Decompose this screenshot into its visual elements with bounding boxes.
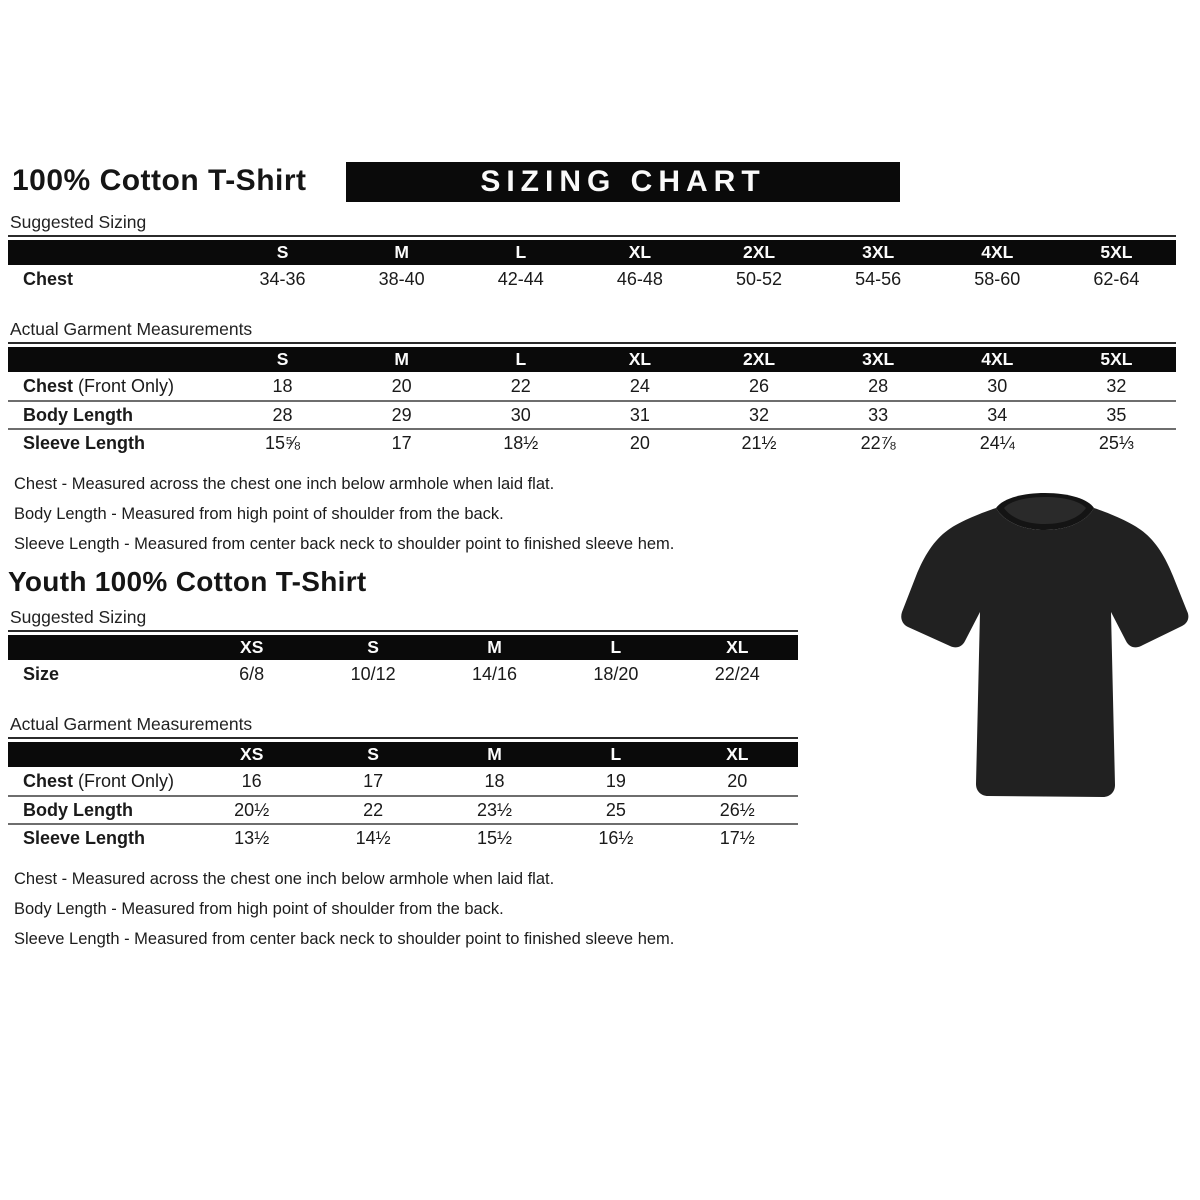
column-header-xl: XL [628, 349, 652, 369]
column-header-xs: XS [240, 744, 264, 764]
table-header-row [8, 240, 1176, 265]
row-label: Size [23, 663, 60, 684]
measurement-cell: 33 [868, 404, 889, 425]
table-row [8, 428, 1176, 456]
measurement-cell: 14/16 [471, 663, 518, 684]
youth-actual-measurements-table [8, 742, 798, 851]
youth-suggested-sizing-label: Suggested Sizing [8, 607, 798, 632]
measurement-cell: 30 [510, 404, 531, 425]
column-header-4xl: 4XL [981, 242, 1014, 262]
column-header-s: S [276, 349, 289, 369]
table-header-row [8, 742, 798, 767]
note-chest: Chest - Measured across the chest one inch below armhole when laid flat. [14, 475, 555, 493]
measurement-cell: 22 [363, 799, 384, 820]
column-header-3xl: 3XL [862, 242, 895, 262]
measurement-cell: 14½ [355, 827, 391, 848]
measurement-cell: 24¼ [979, 432, 1015, 453]
column-header-s: S [367, 637, 379, 657]
measurement-cell: 34 [987, 404, 1008, 425]
sizing-chart-banner-label: SIZING CHART [480, 165, 766, 198]
table-row [8, 660, 798, 688]
youth-page-title: Youth 100% Cotton T-Shirt [8, 566, 367, 597]
youth-suggested-sizing-table [8, 635, 798, 688]
column-header-l: L [610, 744, 622, 764]
measurement-cell: 10/12 [350, 663, 396, 684]
measurement-cell: 38-40 [378, 268, 425, 289]
measurement-cell: 42-44 [497, 268, 544, 289]
column-header-xl: XL [726, 744, 749, 764]
column-header-xs: XS [240, 637, 264, 657]
table-row [8, 400, 1176, 428]
row-label: Sleeve Length [23, 432, 146, 453]
sizing-chart-banner [346, 162, 900, 202]
column-header-m: M [487, 637, 502, 657]
column-header-2xl: 2XL [743, 349, 776, 369]
measurement-cell: 50-52 [736, 268, 783, 289]
page-title: 100% Cotton T-Shirt [12, 164, 307, 197]
row-label: Chest [23, 268, 74, 289]
column-header-5xl: 5XL [1100, 242, 1133, 262]
measurement-cell: 32 [1106, 375, 1127, 396]
adult-actual-measurements-label: Actual Garment Measurements [8, 319, 1176, 344]
measurement-cell: 18½ [503, 432, 539, 453]
measurement-cell: 15½ [476, 827, 513, 848]
note-sleeve-length: Sleeve Length - Measured from center back neck to shoulder point to finished sleeve hem. [14, 535, 675, 553]
column-header-s: S [367, 744, 379, 764]
measurement-cell: 18/20 [593, 663, 639, 684]
column-header-l: L [515, 242, 527, 262]
table-header-row [8, 347, 1176, 372]
note-sleeve-length: Sleeve Length - Measured from center back neck to shoulder point to finished sleeve hem. [14, 930, 675, 948]
measurement-cell: 17 [391, 432, 412, 453]
measurement-cell: 20 [629, 432, 650, 453]
table-row [8, 767, 798, 795]
measurement-cell: 17½ [719, 827, 755, 848]
table-row [8, 795, 798, 823]
measurement-cell: 17 [363, 770, 384, 791]
tshirt-product-image [898, 486, 1192, 806]
measurement-cell: 15⅝ [265, 432, 301, 453]
measurement-cell: 16 [241, 770, 262, 791]
measurement-cell: 18 [272, 375, 293, 396]
measurement-cell: 21½ [741, 432, 777, 453]
measurement-cell: 34-36 [259, 268, 306, 289]
measurement-cell: 29 [391, 404, 412, 425]
measurement-cell: 35 [1106, 404, 1127, 425]
measurement-cell: 28 [272, 404, 293, 425]
row-label: Sleeve Length [23, 827, 146, 848]
row-label: Chest (Front Only) [23, 375, 175, 396]
row-label: Body Length [23, 404, 133, 425]
column-header-m: M [487, 744, 502, 764]
measurement-cell: 30 [987, 375, 1008, 396]
measurement-cell: 22⅞ [860, 432, 896, 453]
column-header-2xl: 2XL [743, 242, 776, 262]
column-header-l: L [610, 637, 622, 657]
measurement-cell: 20 [727, 770, 748, 791]
column-header-3xl: 3XL [862, 349, 895, 369]
measurement-cell: 19 [605, 770, 626, 791]
adult-suggested-sizing-table [8, 240, 1176, 293]
measurement-cell: 22/24 [714, 663, 760, 684]
measurement-cell: 24 [629, 375, 650, 396]
measurement-cell: 25⅓ [1098, 432, 1134, 453]
adult-actual-measurements-table [8, 347, 1176, 456]
table-row [8, 823, 798, 851]
tshirt-body-shape [901, 508, 1188, 797]
measurement-cell: 58-60 [974, 268, 1021, 289]
measurement-cell: 18 [484, 770, 505, 791]
column-header-5xl: 5XL [1100, 349, 1133, 369]
adult-suggested-sizing-label: Suggested Sizing [8, 212, 1176, 237]
measurement-cell: 6/8 [239, 663, 265, 684]
column-header-m: M [394, 242, 409, 262]
column-header-s: S [276, 242, 289, 262]
note-body-length: Body Length - Measured from high point of shoulder from the back. [14, 505, 504, 523]
youth-actual-measurements-label: Actual Garment Measurements [8, 714, 798, 739]
black-tshirt-graphic [898, 486, 1192, 806]
note-chest: Chest - Measured across the chest one inch below armhole when laid flat. [14, 870, 555, 888]
table-header-row [8, 635, 798, 660]
column-header-l: L [515, 349, 527, 369]
row-label: Chest (Front Only) [23, 770, 175, 791]
measurement-cell: 25 [605, 799, 626, 820]
measurement-cell: 46-48 [616, 268, 663, 289]
measurement-cell: 20 [391, 375, 412, 396]
note-body-length: Body Length - Measured from high point of shoulder from the back. [14, 900, 504, 918]
measurement-cell: 31 [629, 404, 650, 425]
column-header-4xl: 4XL [981, 349, 1014, 369]
header-row [8, 162, 1176, 202]
row-label: Body Length [23, 799, 133, 820]
youth-measurement-notes [8, 864, 1176, 954]
measurement-cell: 26 [749, 375, 770, 396]
measurement-cell: 32 [749, 404, 770, 425]
measurement-cell: 16½ [598, 827, 634, 848]
measurement-cell: 28 [868, 375, 889, 396]
measurement-cell: 13½ [234, 827, 270, 848]
column-header-m: M [394, 349, 409, 369]
measurement-cell: 22 [510, 375, 531, 396]
table-row [8, 372, 1176, 400]
measurement-cell: 62-64 [1093, 268, 1140, 289]
table-row [8, 265, 1176, 293]
measurement-cell: 20½ [234, 799, 270, 820]
column-header-xl: XL [726, 637, 749, 657]
measurement-cell: 23½ [476, 799, 513, 820]
measurement-cell: 26½ [719, 799, 755, 820]
column-header-xl: XL [628, 242, 652, 262]
measurement-cell: 54-56 [855, 268, 902, 289]
